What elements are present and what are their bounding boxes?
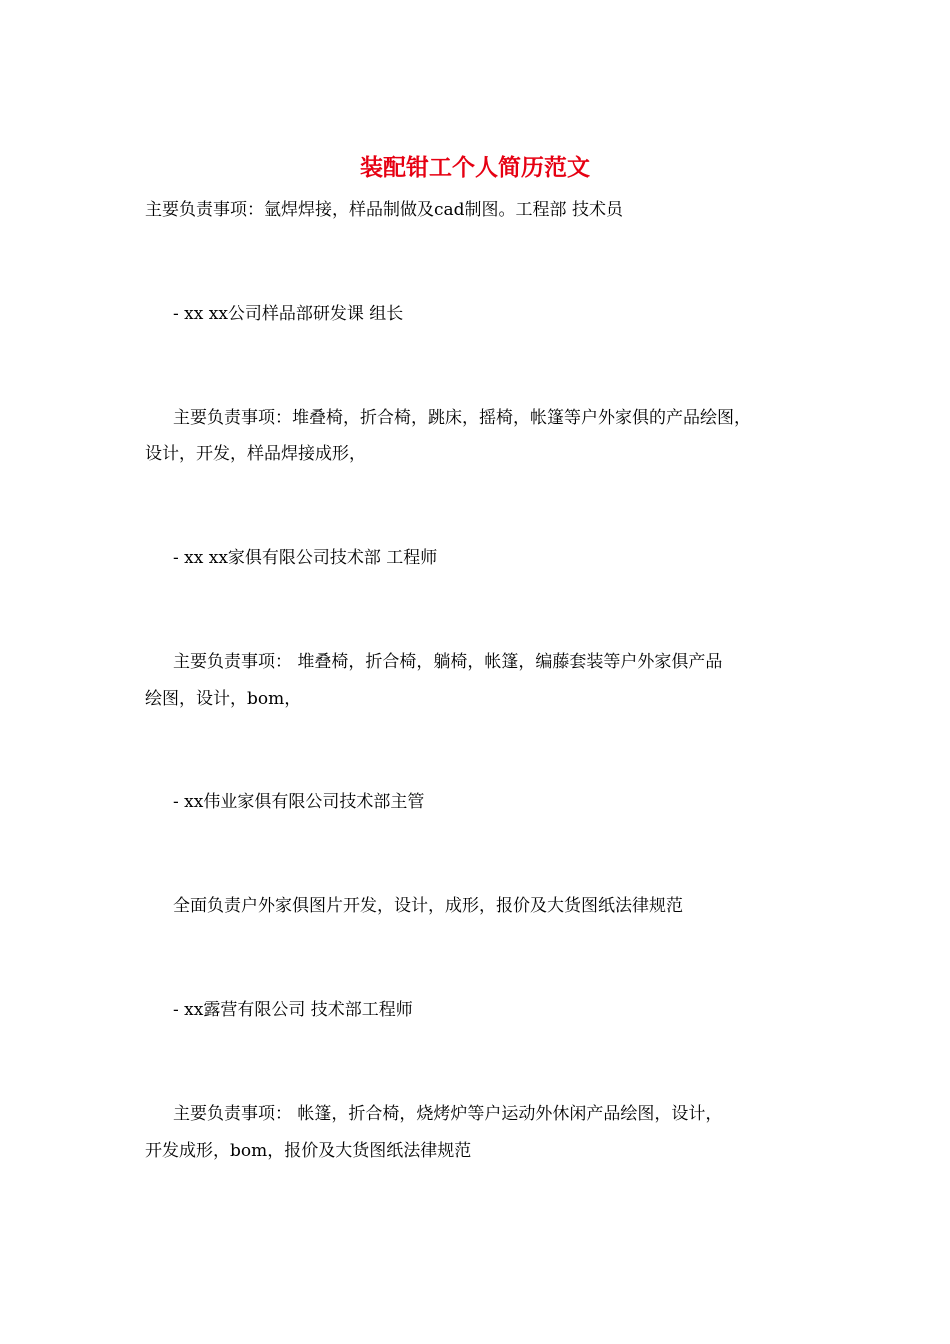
job-entry-camping-engineer: - xx露营有限公司 技术部工程师 <box>173 1000 413 1020</box>
paragraph-duties-1: 主要负责事项：氩焊焊接，样品制做及cad制图。工程部 技术员 <box>145 200 623 220</box>
job-entry-sample-dept: - xx xx公司样品部研发课 组长 <box>173 304 404 324</box>
document-title: 装配钳工个人简历范文 <box>360 154 590 181</box>
paragraph-duties-5-line2: 开发成形，bom，报价及大货图纸法律规范 <box>145 1141 472 1161</box>
paragraph-duties-3-line2: 绘图，设计，bom， <box>145 689 302 709</box>
paragraph-duties-4: 全面负责户外家俱图片开发，设计，成形，报价及大货图纸法律规范 <box>173 896 683 916</box>
paragraph-duties-5-line1: 主要负责事项： 帐篷，折合椅，烧烤炉等户运动外休闲产品绘图，设计， <box>173 1104 723 1124</box>
job-entry-weiye-supervisor: - xx伟业家俱有限公司技术部主管 <box>173 792 425 812</box>
job-entry-furniture-engineer: - xx xx家俱有限公司技术部 工程师 <box>173 548 438 568</box>
paragraph-duties-3-line1: 主要负责事项： 堆叠椅，折合椅，躺椅，帐篷，编藤套装等户外家俱产品 <box>173 652 723 672</box>
paragraph-duties-2-line1: 主要负责事项：堆叠椅，折合椅，跳床，摇椅，帐篷等户外家俱的产品绘图， <box>173 408 751 428</box>
paragraph-duties-2-line2: 设计，开发，样品焊接成形， <box>145 444 366 464</box>
